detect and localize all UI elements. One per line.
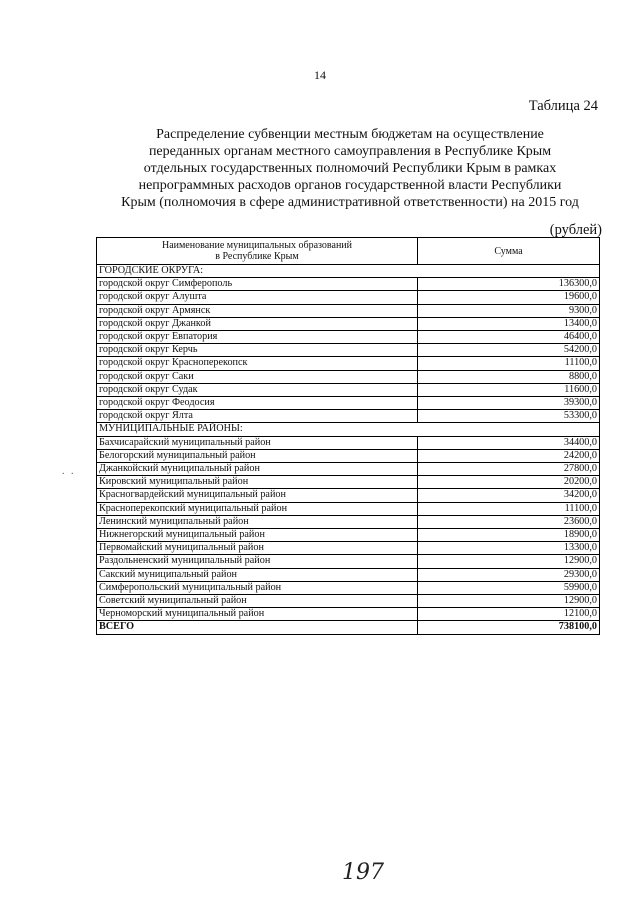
row-name: городской округ Керчь — [97, 344, 418, 357]
row-name: Ленинский муниципальный район — [97, 515, 418, 528]
row-name: Красноперекопский муниципальный район — [97, 502, 418, 515]
header-amount-cell: Сумма — [418, 238, 600, 265]
table-row — [97, 568, 600, 581]
row-amount: 11100,0 — [418, 502, 600, 515]
row-amount: 18900,0 — [418, 529, 600, 542]
row-name: городской округ Алушта — [97, 291, 418, 304]
row-amount: 34400,0 — [418, 436, 600, 449]
row-name: городской округ Ялта — [97, 410, 418, 423]
row-amount: 13400,0 — [418, 317, 600, 330]
table-row — [97, 581, 600, 594]
title-line: Крым (полномочия в сфере административной ответственности) на 2015 год — [121, 195, 579, 210]
row-amount: 136300,0 — [418, 278, 600, 291]
table-row — [97, 515, 600, 528]
row-name: Симферопольский муниципальный район — [97, 581, 418, 594]
row-name: Сакский муниципальный район — [97, 568, 418, 581]
table-row — [97, 595, 600, 608]
row-name: городской округ Джанкой — [97, 317, 418, 330]
row-name: Бахчисарайский муниципальный район — [97, 436, 418, 449]
table-row — [97, 529, 600, 542]
header-name-line: в Республике Крым — [215, 251, 299, 262]
row-amount: 27800,0 — [418, 463, 600, 476]
row-amount: 9300,0 — [418, 304, 600, 317]
row-name: Красногвардейский муниципальный район — [97, 489, 418, 502]
header-name-cell — [97, 238, 418, 265]
row-name: городской округ Евпатория — [97, 331, 418, 344]
row-amount: 20200,0 — [418, 476, 600, 489]
table-row — [97, 370, 600, 383]
title-line: Распределение субвенции местным бюджетам на осуществление — [156, 127, 544, 142]
row-name: Нижнегорский муниципальный район — [97, 529, 418, 542]
table-row — [97, 476, 600, 489]
row-amount: 53300,0 — [418, 410, 600, 423]
row-name: Белогорский муниципальный район — [97, 449, 418, 462]
row-name: Кировский муниципальный район — [97, 476, 418, 489]
row-name: городской округ Симферополь — [97, 278, 418, 291]
row-amount: 29300,0 — [418, 568, 600, 581]
table-row — [97, 291, 600, 304]
margin-mark: . . — [62, 466, 76, 477]
table-label: Таблица 24 — [528, 98, 598, 114]
row-amount: 12900,0 — [418, 595, 600, 608]
row-name: Советский муниципальный район — [97, 595, 418, 608]
group-row-municipal-districts — [97, 423, 600, 436]
row-amount: 39300,0 — [418, 397, 600, 410]
subsidy-table — [96, 237, 600, 635]
row-amount: 738100,0 — [418, 621, 600, 634]
table-row — [97, 304, 600, 317]
table-row — [97, 397, 600, 410]
row-amount: 11600,0 — [418, 383, 600, 396]
title-line: переданных органам местного самоуправления в Республике Крым — [148, 144, 552, 159]
table-row — [97, 489, 600, 502]
table-row — [97, 331, 600, 344]
row-name: городской округ Красноперекопск — [97, 357, 418, 370]
row-amount: 11100,0 — [418, 357, 600, 370]
table-row — [97, 278, 600, 291]
handwritten-page-number-text: 197 — [342, 860, 384, 885]
row-name: городской округ Судак — [97, 383, 418, 396]
row-name: Черноморский муниципальный район — [97, 608, 418, 621]
row-name: городской округ Саки — [97, 370, 418, 383]
table-row — [97, 608, 600, 621]
units-label: (рублей) — [549, 222, 602, 238]
table-row — [97, 436, 600, 449]
table-row — [97, 410, 600, 423]
table-row — [97, 357, 600, 370]
group-row-city-districts — [97, 265, 600, 278]
header-name-line: Наименование муниципальных образований — [161, 240, 353, 251]
table-row — [97, 463, 600, 476]
row-amount: 13300,0 — [418, 542, 600, 555]
row-amount: 54200,0 — [418, 344, 600, 357]
row-amount: 23600,0 — [418, 515, 600, 528]
title-line: отдельных государственных полномочий Республики Крым в рамках — [143, 161, 557, 176]
row-amount: 46400,0 — [418, 331, 600, 344]
handwritten-page-number — [340, 855, 400, 885]
page-number: 14 — [314, 68, 326, 82]
title-line: непрограммных расходов органов государственной власти Республики — [138, 178, 562, 193]
table-header-row — [97, 238, 600, 265]
row-amount: 19600,0 — [418, 291, 600, 304]
row-name: ВСЕГО — [97, 621, 418, 634]
row-amount: 12100,0 — [418, 608, 600, 621]
table-row — [97, 449, 600, 462]
row-amount: 59900,0 — [418, 581, 600, 594]
table-row — [97, 502, 600, 515]
group-label: МУНИЦИПАЛЬНЫЕ РАЙОНЫ: — [97, 423, 600, 436]
group-label: ГОРОДСКИЕ ОКРУГА: — [97, 265, 600, 278]
row-name: городской округ Армянск — [97, 304, 418, 317]
row-name: Раздольненский муниципальный район — [97, 555, 418, 568]
table-row — [97, 317, 600, 330]
document-title — [90, 126, 610, 211]
table-row — [97, 555, 600, 568]
row-name: Джанкойский муниципальный район — [97, 463, 418, 476]
row-name: Первомайский муниципальный район — [97, 542, 418, 555]
row-amount: 12900,0 — [418, 555, 600, 568]
table-body — [97, 265, 600, 635]
total-row — [97, 621, 600, 634]
row-name: городской округ Феодосия — [97, 397, 418, 410]
table-row — [97, 542, 600, 555]
row-amount: 8800,0 — [418, 370, 600, 383]
table-row — [97, 383, 600, 396]
row-amount: 24200,0 — [418, 449, 600, 462]
table-row — [97, 344, 600, 357]
row-amount: 34200,0 — [418, 489, 600, 502]
